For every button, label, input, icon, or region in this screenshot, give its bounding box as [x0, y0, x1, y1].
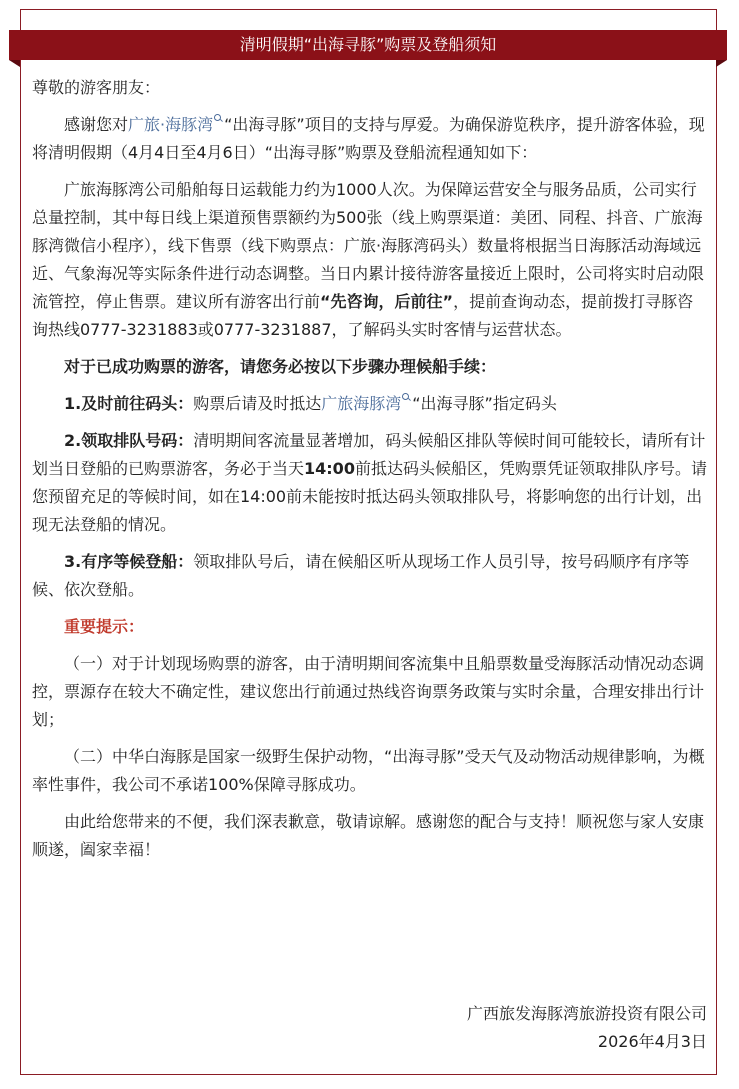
- signature-block: [467, 1000, 707, 1056]
- greeting: 尊敬的游客朋友：: [32, 78, 161, 97]
- tip-1: （一）对于计划现场购票的游客，由于清明期间客流集中且船票数量受海豚活动情况动态调控，票源存在较大不确定性，建议您出行前通过热线咨询票务政策与实时余量，合理安排出行计划；: [32, 654, 705, 729]
- search-link-guanglv-haitunwan[interactable]: 广旅·海豚湾: [128, 115, 214, 134]
- search-icon[interactable]: [214, 114, 222, 122]
- search-icon[interactable]: [402, 393, 410, 401]
- deadline-time: 14:00: [304, 459, 355, 478]
- closing-paragraph: 由此给您带来的不便，我们深表歉意，敬请谅解。感谢您的配合与支持！顺祝您与家人安康顺遂，阖家幸福！: [32, 812, 705, 859]
- steps-heading: 对于已成功购票的游客，请您务必按以下步骤办理候船手续：: [64, 357, 497, 376]
- important-heading: 重要提示：: [64, 617, 145, 636]
- search-link-guanglv-haitunwan-2[interactable]: 广旅海豚湾: [321, 394, 402, 413]
- title-banner: [9, 30, 727, 60]
- intro-paragraph: 感谢您对广旅·海豚湾 “出海寻豚”项目的支持与厚爱。为确保游览秩序，提升游客体验，现将清明假期（4月4日至4月6日）“出海寻豚”购票及登船流程通知如下：: [32, 115, 705, 162]
- notice-date: 2026年4月3日: [597, 1032, 707, 1051]
- step-3: 3.有序等候登船：领取排队号后，请在候船区听从现场工作人员引导，按号码顺序有序等候、依次登船。: [32, 552, 690, 599]
- tip-2: （二）中华白海豚是国家一级野生保护动物，“出海寻豚”受天气及动物活动规律影响，为概率性事件，我公司不承诺100%保障寻豚成功。: [32, 747, 705, 794]
- capacity-paragraph: 广旅海豚湾公司船舶每日运载能力约为1000人次。为保障运营安全与服务品质，公司实行总量控制，其中每日线上渠道预售票额约为500张（线上购票渠道：美团、同程、抖音、广旅海豚湾微信小程序），线下售票（线下购票点：广旅·海豚湾码头）数量将根据当日海豚活动海域远近、气象海况等实际条件进行动态调整。当日内累计接待游客量接近上限时，公司将实时启动限流管控，停止售票。建议所有游客出行前“先咨询，后前往”，提前查询动态，提前拨打寻豚咨询热线0777-3231883或0777-3231887，了解码头实时客情与运营状态。: [32, 180, 705, 339]
- company-name: 广西旅发海豚湾旅游投资有限公司: [466, 1004, 707, 1023]
- step-1: 1.及时前往码头：购票后请及时抵达广旅海豚湾 “出海寻豚”指定码头: [64, 394, 557, 413]
- page-title: 清明假期“出海寻豚”购票及登船须知: [239, 35, 497, 54]
- notice-body: [32, 74, 709, 873]
- consult-first-emphasis: “先咨询，后前往”: [320, 292, 454, 311]
- step-2: 2.领取排队号码：清明期间客流量显著增加，码头候船区排队等候时间可能较长，请所有计划当日登船的已购票游客，务必于当天14:00前抵达码头候船区，凭购票凭证领取排队序号。请您预留充足的等候时间，如在14:00前未能按时抵达码头领取排队号，将影响您的出行计划，出现无法登船的情况。: [32, 431, 707, 534]
